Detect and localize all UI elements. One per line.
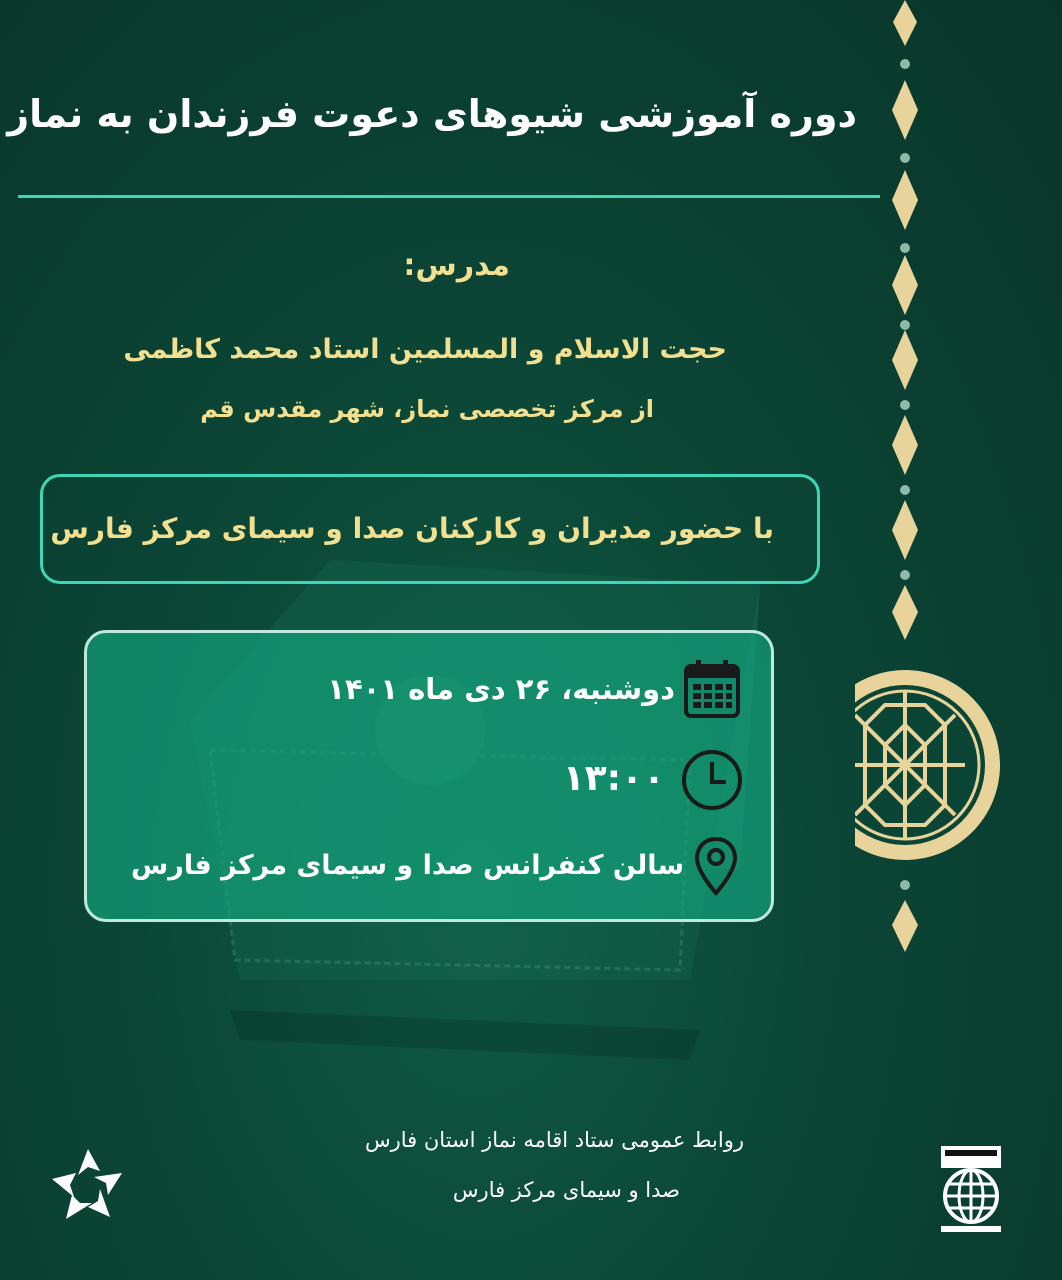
broadcaster-logo: [48, 1145, 128, 1225]
presence-text: با حضور مدیران و کارکنان صدا و سیمای مرکز فارس: [50, 512, 774, 545]
title-divider: [18, 195, 880, 198]
footer-line-1: روابط عمومی ستاد اقامه نماز استان فارس: [364, 1128, 744, 1152]
page-title: دوره آموزشی شیوهای دعوت فرزندان به نماز: [7, 92, 857, 136]
calendar-icon: [683, 658, 741, 720]
event-location: سالن کنفرانس صدا و سیمای مرکز فارس: [131, 850, 684, 881]
clock-icon: [680, 748, 744, 812]
footer-line-2: صدا و سیمای مرکز فارس: [452, 1178, 680, 1202]
teacher-name: حجت الاسلام و المسلمین استاد محمد کاظمی: [123, 334, 727, 365]
teacher-affiliation: از مرکز تخصصی نماز، شهر مقدس قم: [200, 395, 654, 423]
ornament-chain: [855, 0, 1062, 980]
prayer-headquarters-logo: [935, 1140, 1007, 1240]
location-pin-icon: [693, 835, 739, 899]
teacher-label: مدرس:: [403, 248, 510, 283]
event-time: ۱۳:۰۰: [562, 758, 665, 799]
geometric-medallion-icon: [855, 670, 1000, 860]
event-date: دوشنبه، ۲۶ دی ماه ۱۴۰۱: [327, 672, 675, 706]
